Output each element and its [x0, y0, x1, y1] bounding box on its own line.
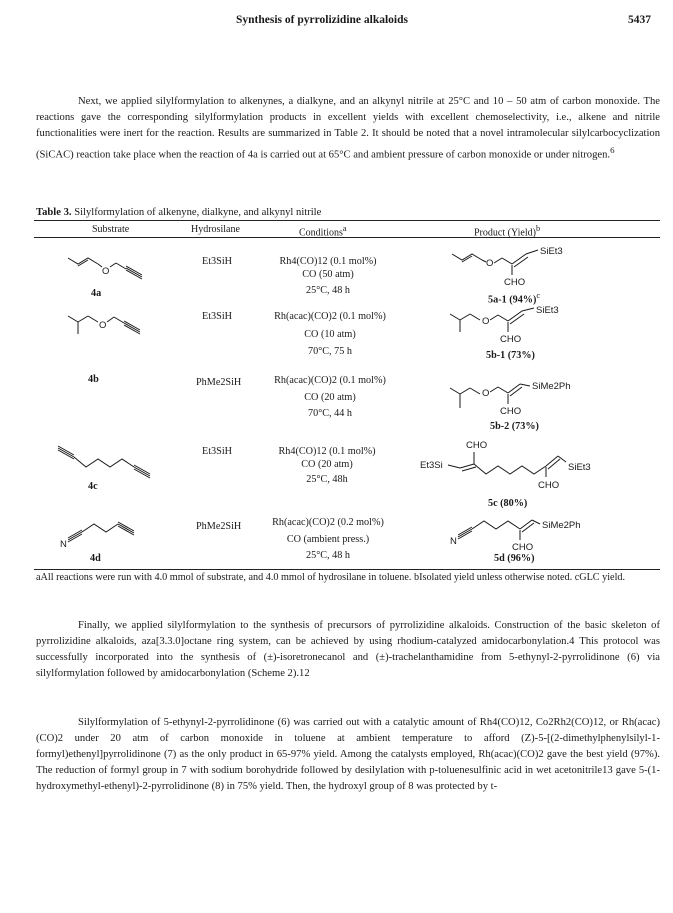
hydrosilane-row2: Et3SiH — [202, 311, 233, 322]
table-bottom-rule — [34, 569, 660, 570]
structure-5b-2 — [446, 376, 606, 426]
svg-text:CHO: CHO — [504, 277, 526, 288]
table-top-rule — [34, 220, 660, 221]
hydrosilane-row3: PhMe2SiH — [196, 377, 242, 388]
header-product: Product (Yield)$^b$ — [474, 224, 541, 239]
svg-text:CHO: CHO — [538, 480, 560, 491]
structure-5a-1 — [446, 244, 586, 290]
hydrosilane-row1: Et3SiH — [202, 256, 233, 267]
svg-text:SiMe2Ph: SiMe2Ph — [542, 520, 581, 531]
svg-text:O: O — [102, 266, 110, 277]
structure-4a — [64, 252, 164, 280]
svg-text:CHO: CHO — [512, 542, 534, 553]
page-number: 5437 — [628, 14, 651, 26]
structure-4b — [64, 308, 164, 348]
svg-text:O: O — [486, 258, 494, 269]
svg-text:SiEt3: SiEt3 — [568, 462, 591, 473]
svg-text:SiEt3: SiEt3 — [540, 246, 563, 257]
header-hydrosilane: Hydrosilane — [191, 224, 240, 235]
compound-4b: 4b — [88, 374, 99, 385]
svg-text:O: O — [482, 388, 490, 399]
svg-text:CHO: CHO — [500, 406, 522, 417]
svg-text:SiMe2Ph: SiMe2Ph — [532, 381, 571, 392]
svg-text:O: O — [99, 320, 107, 331]
product-5d: 5d (96%) — [494, 553, 535, 564]
conditions-row4: Rh4(CO)12 (0.1 mol%) CO (20 atm) 25°C, 48h — [278, 446, 376, 485]
svg-text:SiEt3: SiEt3 — [536, 305, 559, 316]
table-header-rule — [34, 237, 660, 238]
structure-4c — [54, 441, 184, 487]
conditions-row3: Rh(acac)(CO)2 (0.1 mol%) CO (20 atm) 70°C, 44 h — [274, 375, 386, 419]
header-substrate: Substrate — [92, 224, 130, 235]
svg-text:N: N — [60, 539, 67, 550]
table-title: Table 3. Silylformylation of alkenyne, dialkyne, and alkynyl nitrile — [36, 207, 322, 218]
structure-5b-1 — [446, 302, 586, 352]
table-footnote: aAll reactions were run with 4.0 mmol of substrate, and 4.0 mmol of hydrosilane in toluene. bIsolated yield unless otherwise noted. cGLC yield. — [36, 572, 626, 583]
hydrosilane-row4: Et3SiH — [202, 446, 233, 457]
product-5a-1: 5a-1 $(94\%)^c$ — [488, 290, 541, 306]
running-title: Synthesis of pyrrolizidine alkaloids — [236, 14, 409, 26]
compound-4a: 4a — [91, 288, 102, 299]
paragraph-intro: Next, we applied silylformylation to alkenynes, a dialkyne, and an alkynyl nitrile at 25°C and 10 – 50 atm of carbon monoxide. The reactions gave the corresponding silylformylation products in excellent yields with excellent chemoselectivity, i.e., alkene and nitrile functionalities were inert for the reaction. Results are summarized in Table 2. It should be noted that a novel intramolecular silylcarbocyclization (SiCAC) reaction take place when the reaction of 4a is carried out at 65°C and ambient pressure of carbon monoxide or under nitrogen.$^6$ — [36, 96, 660, 161]
conditions-row2: Rh(acac)(CO)2 (0.1 mol%) CO (10 atm) 70°C, 75 h — [274, 311, 386, 357]
header-conditions: Conditions$^a$ — [299, 224, 347, 239]
svg-text:Et3Si: Et3Si — [420, 460, 443, 471]
conditions-row1: Rh4(CO)12 (0.1 mol%) CO (50 atm) 25°C, 48 h — [279, 256, 377, 296]
product-5b-1: 5b-1 (73%) — [486, 350, 535, 361]
structure-5c — [416, 438, 616, 498]
svg-text:CHO: CHO — [466, 440, 488, 451]
structure-4d — [56, 519, 186, 551]
product-5c: 5c (80%) — [488, 498, 528, 509]
hydrosilane-row5: PhMe2SiH — [196, 521, 242, 532]
paragraph-silylformylation: Silylformylation of 5-ethynyl-2-pyrrolidinone (6) was carried out with a catalytic amount of Rh4(CO)12, Co2Rh2(CO)12, or Rh(acac)(CO)2 under 20 atm of carbon monoxide in toluene at ambient temperature to afford (Z)-5-[(2-dimethylphenylsilyl-1-formyl)ethenyl]pyrrolidinone (7) as the only product in 65-97% yield. Among the catalysts employed, Rh(acac)(CO)2 gave the best yield (97%). The reduction of formyl group in 7 with sodium borohydride followed by desilylation with p-toluenesulfinic acid in wet acetonitrile13 gave 5-(1-hydroxymethyl-ethenyl)-2-pyrrolidinone (8) in 75% yield. Then, the hydroxyl group of 8 was protected by t- — [36, 717, 660, 793]
compound-4d: 4d — [90, 553, 101, 564]
svg-text:O: O — [482, 316, 490, 327]
paragraph-pyrrolizidine: Finally, we applied silylformylation to the synthesis of precursors of pyrrolizidine alkaloids. Construction of the basic skeleton of pyrrolizidine alkaloids, aza[3.3.0]octane ring system, can be achieved by using rhodium-catalyzed amidocarbonylation.4 This protocol was successfully incorporated into the synthesis of (±)-isoretronecanol and (±)-trachelanthamidine from 5-ethynyl-2-pyrrolidinone (6) via silylformylation followed by amidocarbonylation (Scheme 2).12 — [36, 620, 660, 680]
svg-text:CHO: CHO — [500, 334, 522, 345]
structure-5d — [446, 512, 616, 558]
product-5b-2: 5b-2 (73%) — [490, 421, 539, 432]
compound-4c: 4c — [88, 481, 98, 492]
svg-text:N: N — [450, 536, 457, 547]
conditions-row5: Rh(acac)(CO)2 (0.2 mol%) CO (ambient press.) 25°C, 48 h — [272, 517, 384, 561]
